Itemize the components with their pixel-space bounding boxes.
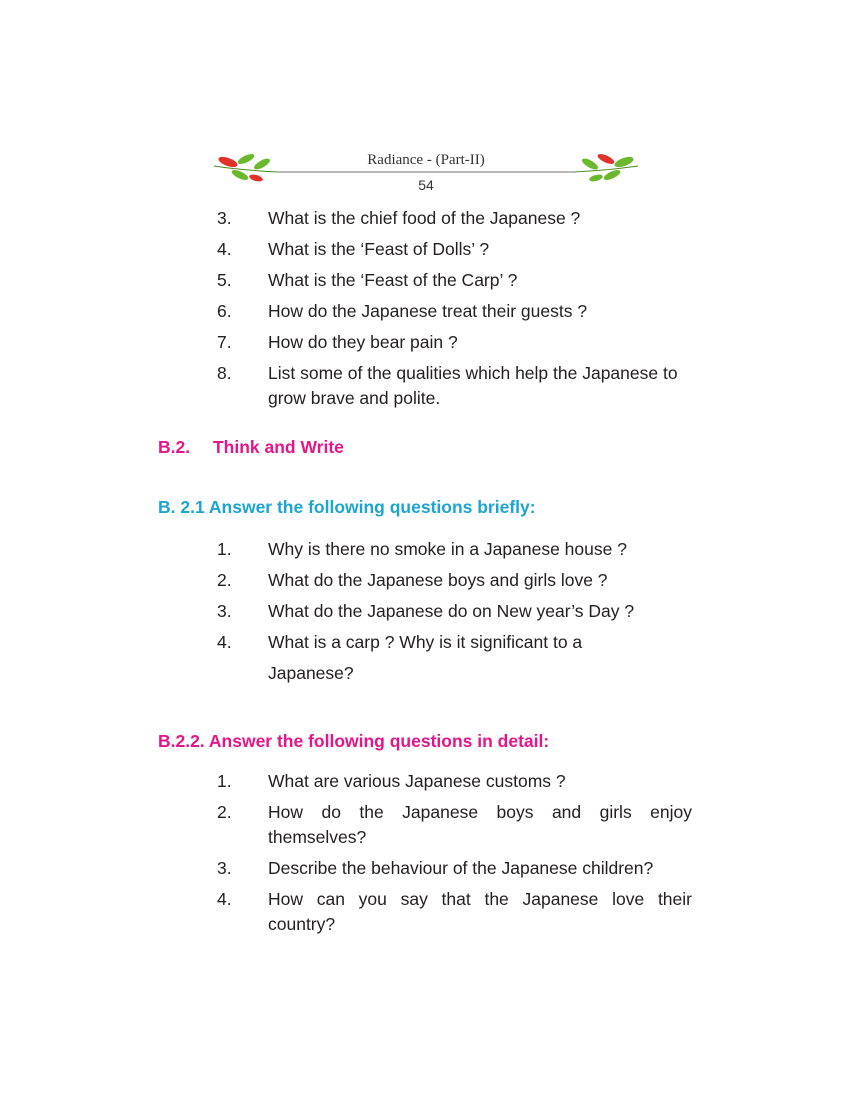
- question-number: 4.: [217, 889, 232, 909]
- list-item: [217, 599, 697, 624]
- list-item: [217, 206, 697, 231]
- question-number: 3.: [217, 208, 232, 228]
- question-text: What is a carp ? Why is it significant to a Japanese?: [268, 632, 583, 683]
- list-item: [217, 568, 697, 593]
- page-number: 54: [418, 177, 434, 193]
- question-number: 2.: [217, 802, 232, 822]
- question-number: 1.: [217, 771, 232, 791]
- list-item: [217, 800, 692, 850]
- question-text: What is the ‘Feast of Dolls’ ?: [268, 239, 490, 259]
- list-item: [217, 268, 697, 293]
- question-text: What is the chief food of the Japanese ?: [268, 208, 581, 228]
- question-text: How do they bear pain ?: [268, 332, 458, 352]
- section-heading-b22: B.2.2. Answer the following questions in detail:: [158, 731, 550, 751]
- question-text: Why is there no smoke in a Japanese house ?: [268, 539, 627, 559]
- question-number: 3.: [217, 601, 232, 621]
- question-text: What are various Japanese customs ?: [268, 771, 566, 791]
- question-text: What do the Japanese boys and girls love ?: [268, 570, 608, 590]
- question-number: 3.: [217, 858, 232, 878]
- question-text: How do the Japanese boys and girls enjoy themselves?: [268, 802, 692, 847]
- list-item: [217, 537, 697, 562]
- section-title: Think and Write: [212, 437, 344, 457]
- section-number: B.2.: [158, 437, 191, 457]
- question-number: 4.: [217, 239, 232, 259]
- section-heading-b21: B. 2.1 Answer the following questions briefly:: [158, 497, 536, 517]
- list-item: [217, 299, 697, 324]
- book-title: Radiance - (Part-II): [367, 152, 485, 168]
- question-list-detail: [217, 769, 692, 937]
- question-number: 7.: [217, 332, 232, 352]
- question-text: What do the Japanese do on New year’s Day ?: [268, 601, 635, 621]
- question-number: 4.: [217, 632, 232, 652]
- page-header: [210, 146, 642, 196]
- list-item: [217, 361, 697, 411]
- question-number: 6.: [217, 301, 232, 321]
- list-item: [217, 769, 692, 794]
- list-item: [217, 887, 692, 937]
- question-number: 5.: [217, 270, 232, 290]
- question-text: List some of the qualities which help the Japanese to grow brave and polite.: [268, 363, 678, 408]
- list-item: [217, 237, 697, 262]
- question-text: How do the Japanese treat their guests ?: [268, 301, 588, 321]
- question-list-continued: [217, 206, 697, 411]
- question-text: How can you say that the Japanese love their country?: [268, 889, 692, 934]
- question-number: 8.: [217, 363, 232, 383]
- list-item: [217, 330, 697, 355]
- question-number: 1.: [217, 539, 232, 559]
- question-text: Describe the behaviour of the Japanese children?: [268, 858, 654, 878]
- question-list-brief: [217, 537, 697, 689]
- question-number: 2.: [217, 570, 232, 590]
- list-item: [217, 627, 697, 689]
- section-heading-b2: [158, 437, 344, 458]
- question-text: What is the ‘Feast of the Carp’ ?: [268, 270, 518, 290]
- list-item: [217, 856, 692, 881]
